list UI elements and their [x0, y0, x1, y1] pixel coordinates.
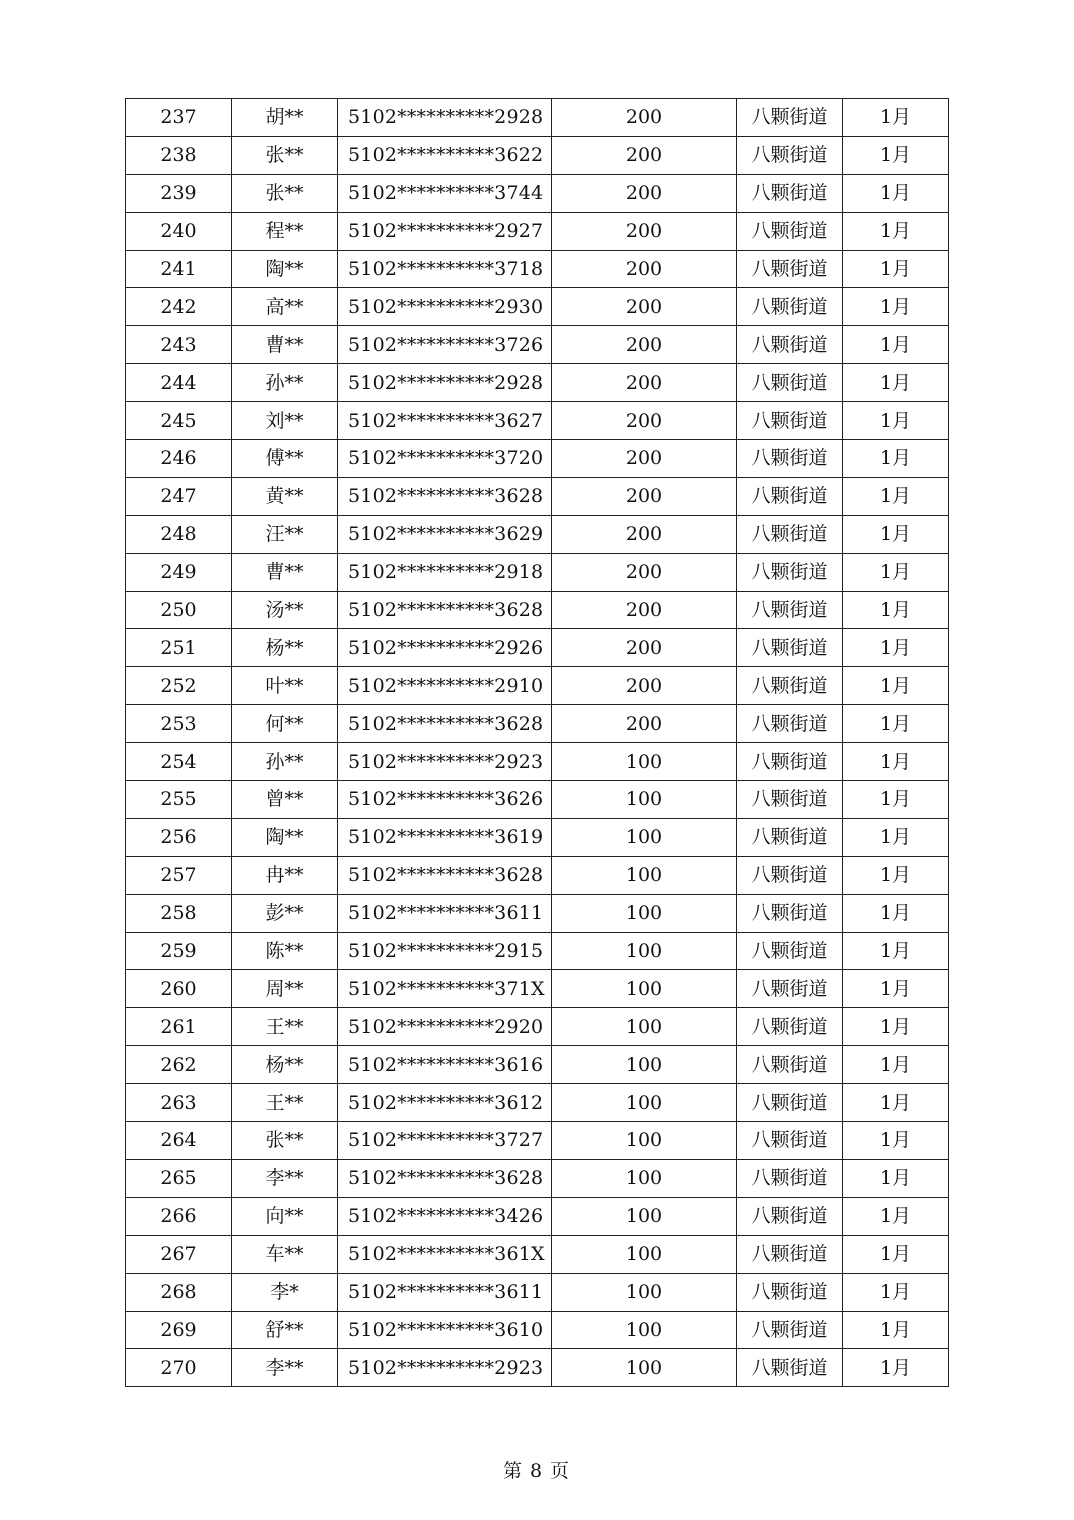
amount-cell: 200: [552, 174, 737, 212]
id-number-cell: 5102**********2923: [338, 743, 552, 781]
table-row: [126, 402, 949, 440]
month-cell: 1月: [843, 1197, 949, 1235]
month-cell: 1月: [843, 364, 949, 402]
id-number-cell: 5102**********3611: [338, 1273, 552, 1311]
name-cell: 王**: [232, 1008, 338, 1046]
roster-table-body: [126, 99, 949, 1387]
table-row: [126, 1122, 949, 1160]
table-row: [126, 1159, 949, 1197]
month-cell: 1月: [843, 667, 949, 705]
row-number-cell: 244: [126, 364, 232, 402]
street-cell: 八颗街道: [737, 174, 843, 212]
id-number-cell: 5102**********3628: [338, 705, 552, 743]
name-cell: 曹**: [232, 553, 338, 591]
name-cell: 舒**: [232, 1311, 338, 1349]
row-number-cell: 259: [126, 932, 232, 970]
month-cell: 1月: [843, 856, 949, 894]
table-row: [126, 743, 949, 781]
row-number-cell: 260: [126, 970, 232, 1008]
page-footer: [0, 1456, 1074, 1483]
amount-cell: 100: [552, 1273, 737, 1311]
amount-cell: 200: [552, 250, 737, 288]
street-cell: 八颗街道: [737, 288, 843, 326]
name-cell: 汤**: [232, 591, 338, 629]
amount-cell: 100: [552, 1046, 737, 1084]
name-cell: 胡**: [232, 99, 338, 137]
row-number-cell: 239: [126, 174, 232, 212]
row-number-cell: 265: [126, 1159, 232, 1197]
name-cell: 张**: [232, 136, 338, 174]
page-prefix: 第: [502, 1460, 524, 1482]
row-number-cell: 262: [126, 1046, 232, 1084]
street-cell: 八颗街道: [737, 402, 843, 440]
table-row: [126, 99, 949, 137]
row-number-cell: 237: [126, 99, 232, 137]
name-cell: 孙**: [232, 743, 338, 781]
table-row: [126, 174, 949, 212]
amount-cell: 100: [552, 1122, 737, 1160]
month-cell: 1月: [843, 553, 949, 591]
id-number-cell: 5102**********2930: [338, 288, 552, 326]
row-number-cell: 252: [126, 667, 232, 705]
amount-cell: 200: [552, 440, 737, 478]
month-cell: 1月: [843, 743, 949, 781]
table-row: [126, 364, 949, 402]
table-row: [126, 970, 949, 1008]
amount-cell: 100: [552, 1197, 737, 1235]
month-cell: 1月: [843, 174, 949, 212]
month-cell: 1月: [843, 212, 949, 250]
street-cell: 八颗街道: [737, 932, 843, 970]
roster-table-container: [125, 98, 948, 1387]
name-cell: 李**: [232, 1159, 338, 1197]
page-number: 8: [529, 1460, 545, 1482]
row-number-cell: 258: [126, 894, 232, 932]
table-row: [126, 1197, 949, 1235]
id-number-cell: 5102**********2928: [338, 99, 552, 137]
amount-cell: 100: [552, 856, 737, 894]
street-cell: 八颗街道: [737, 136, 843, 174]
amount-cell: 100: [552, 894, 737, 932]
street-cell: 八颗街道: [737, 1349, 843, 1387]
id-number-cell: 5102**********2915: [338, 932, 552, 970]
id-number-cell: 5102**********3628: [338, 477, 552, 515]
name-cell: 陶**: [232, 250, 338, 288]
row-number-cell: 241: [126, 250, 232, 288]
amount-cell: 200: [552, 591, 737, 629]
street-cell: 八颗街道: [737, 894, 843, 932]
month-cell: 1月: [843, 705, 949, 743]
street-cell: 八颗街道: [737, 781, 843, 819]
row-number-cell: 253: [126, 705, 232, 743]
row-number-cell: 250: [126, 591, 232, 629]
name-cell: 高**: [232, 288, 338, 326]
name-cell: 刘**: [232, 402, 338, 440]
amount-cell: 200: [552, 477, 737, 515]
row-number-cell: 268: [126, 1273, 232, 1311]
name-cell: 黄**: [232, 477, 338, 515]
row-number-cell: 255: [126, 781, 232, 819]
table-row: [126, 667, 949, 705]
row-number-cell: 261: [126, 1008, 232, 1046]
table-row: [126, 1235, 949, 1273]
row-number-cell: 245: [126, 402, 232, 440]
row-number-cell: 248: [126, 515, 232, 553]
name-cell: 李*: [232, 1273, 338, 1311]
month-cell: 1月: [843, 288, 949, 326]
month-cell: 1月: [843, 1159, 949, 1197]
row-number-cell: 246: [126, 440, 232, 478]
row-number-cell: 257: [126, 856, 232, 894]
row-number-cell: 242: [126, 288, 232, 326]
table-row: [126, 705, 949, 743]
month-cell: 1月: [843, 477, 949, 515]
table-row: [126, 250, 949, 288]
street-cell: 八颗街道: [737, 250, 843, 288]
month-cell: 1月: [843, 894, 949, 932]
table-row: [126, 1273, 949, 1311]
amount-cell: 200: [552, 364, 737, 402]
name-cell: 曾**: [232, 781, 338, 819]
table-row: [126, 440, 949, 478]
table-row: [126, 856, 949, 894]
id-number-cell: 5102**********3616: [338, 1046, 552, 1084]
amount-cell: 200: [552, 402, 737, 440]
row-number-cell: 247: [126, 477, 232, 515]
amount-cell: 200: [552, 629, 737, 667]
amount-cell: 200: [552, 212, 737, 250]
month-cell: 1月: [843, 1349, 949, 1387]
row-number-cell: 266: [126, 1197, 232, 1235]
id-number-cell: 5102**********3718: [338, 250, 552, 288]
amount-cell: 200: [552, 99, 737, 137]
id-number-cell: 5102**********3628: [338, 1159, 552, 1197]
name-cell: 冉**: [232, 856, 338, 894]
name-cell: 车**: [232, 1235, 338, 1273]
street-cell: 八颗街道: [737, 326, 843, 364]
amount-cell: 100: [552, 1159, 737, 1197]
table-row: [126, 477, 949, 515]
amount-cell: 200: [552, 705, 737, 743]
row-number-cell: 243: [126, 326, 232, 364]
street-cell: 八颗街道: [737, 515, 843, 553]
month-cell: 1月: [843, 402, 949, 440]
id-number-cell: 5102**********2910: [338, 667, 552, 705]
month-cell: 1月: [843, 629, 949, 667]
street-cell: 八颗街道: [737, 1008, 843, 1046]
row-number-cell: 254: [126, 743, 232, 781]
month-cell: 1月: [843, 440, 949, 478]
month-cell: 1月: [843, 250, 949, 288]
table-row: [126, 1349, 949, 1387]
table-row: [126, 288, 949, 326]
name-cell: 向**: [232, 1197, 338, 1235]
name-cell: 张**: [232, 1122, 338, 1160]
month-cell: 1月: [843, 970, 949, 1008]
id-number-cell: 5102**********3720: [338, 440, 552, 478]
row-number-cell: 256: [126, 818, 232, 856]
street-cell: 八颗街道: [737, 1311, 843, 1349]
street-cell: 八颗街道: [737, 364, 843, 402]
row-number-cell: 264: [126, 1122, 232, 1160]
amount-cell: 100: [552, 1084, 737, 1122]
table-row: [126, 591, 949, 629]
amount-cell: 200: [552, 667, 737, 705]
table-row: [126, 136, 949, 174]
name-cell: 杨**: [232, 629, 338, 667]
id-number-cell: 5102**********361X: [338, 1235, 552, 1273]
table-row: [126, 1046, 949, 1084]
month-cell: 1月: [843, 326, 949, 364]
table-row: [126, 1084, 949, 1122]
table-row: [126, 212, 949, 250]
month-cell: 1月: [843, 1122, 949, 1160]
id-number-cell: 5102**********2920: [338, 1008, 552, 1046]
name-cell: 叶**: [232, 667, 338, 705]
street-cell: 八颗街道: [737, 1197, 843, 1235]
id-number-cell: 5102**********3610: [338, 1311, 552, 1349]
id-number-cell: 5102**********3727: [338, 1122, 552, 1160]
id-number-cell: 5102**********2918: [338, 553, 552, 591]
month-cell: 1月: [843, 1235, 949, 1273]
amount-cell: 100: [552, 970, 737, 1008]
month-cell: 1月: [843, 515, 949, 553]
id-number-cell: 5102**********2926: [338, 629, 552, 667]
table-row: [126, 515, 949, 553]
row-number-cell: 270: [126, 1349, 232, 1387]
street-cell: 八颗街道: [737, 856, 843, 894]
id-number-cell: 5102**********371X: [338, 970, 552, 1008]
id-number-cell: 5102**********3426: [338, 1197, 552, 1235]
id-number-cell: 5102**********3744: [338, 174, 552, 212]
name-cell: 孙**: [232, 364, 338, 402]
street-cell: 八颗街道: [737, 970, 843, 1008]
name-cell: 王**: [232, 1084, 338, 1122]
table-row: [126, 894, 949, 932]
id-number-cell: 5102**********3611: [338, 894, 552, 932]
month-cell: 1月: [843, 1046, 949, 1084]
amount-cell: 100: [552, 1349, 737, 1387]
id-number-cell: 5102**********3619: [338, 818, 552, 856]
month-cell: 1月: [843, 1008, 949, 1046]
street-cell: 八颗街道: [737, 818, 843, 856]
table-row: [126, 932, 949, 970]
amount-cell: 200: [552, 515, 737, 553]
street-cell: 八颗街道: [737, 99, 843, 137]
street-cell: 八颗街道: [737, 667, 843, 705]
row-number-cell: 251: [126, 629, 232, 667]
id-number-cell: 5102**********3627: [338, 402, 552, 440]
amount-cell: 200: [552, 326, 737, 364]
name-cell: 杨**: [232, 1046, 338, 1084]
street-cell: 八颗街道: [737, 1235, 843, 1273]
amount-cell: 100: [552, 1311, 737, 1349]
name-cell: 曹**: [232, 326, 338, 364]
name-cell: 李**: [232, 1349, 338, 1387]
row-number-cell: 249: [126, 553, 232, 591]
table-row: [126, 326, 949, 364]
month-cell: 1月: [843, 781, 949, 819]
month-cell: 1月: [843, 591, 949, 629]
name-cell: 傅**: [232, 440, 338, 478]
row-number-cell: 267: [126, 1235, 232, 1273]
row-number-cell: 238: [126, 136, 232, 174]
month-cell: 1月: [843, 1273, 949, 1311]
amount-cell: 100: [552, 932, 737, 970]
id-number-cell: 5102**********3726: [338, 326, 552, 364]
amount-cell: 100: [552, 818, 737, 856]
amount-cell: 100: [552, 743, 737, 781]
id-number-cell: 5102**********2923: [338, 1349, 552, 1387]
street-cell: 八颗街道: [737, 1122, 843, 1160]
table-row: [126, 629, 949, 667]
street-cell: 八颗街道: [737, 1159, 843, 1197]
month-cell: 1月: [843, 99, 949, 137]
table-row: [126, 1008, 949, 1046]
id-number-cell: 5102**********3612: [338, 1084, 552, 1122]
name-cell: 程**: [232, 212, 338, 250]
month-cell: 1月: [843, 1311, 949, 1349]
street-cell: 八颗街道: [737, 440, 843, 478]
street-cell: 八颗街道: [737, 1046, 843, 1084]
name-cell: 陶**: [232, 818, 338, 856]
amount-cell: 100: [552, 1008, 737, 1046]
table-row: [126, 818, 949, 856]
table-row: [126, 553, 949, 591]
name-cell: 周**: [232, 970, 338, 1008]
street-cell: 八颗街道: [737, 212, 843, 250]
row-number-cell: 240: [126, 212, 232, 250]
amount-cell: 200: [552, 288, 737, 326]
street-cell: 八颗街道: [737, 705, 843, 743]
month-cell: 1月: [843, 1084, 949, 1122]
amount-cell: 200: [552, 553, 737, 591]
name-cell: 陈**: [232, 932, 338, 970]
street-cell: 八颗街道: [737, 477, 843, 515]
street-cell: 八颗街道: [737, 743, 843, 781]
id-number-cell: 5102**********3628: [338, 856, 552, 894]
amount-cell: 200: [552, 136, 737, 174]
table-row: [126, 1311, 949, 1349]
street-cell: 八颗街道: [737, 553, 843, 591]
month-cell: 1月: [843, 932, 949, 970]
name-cell: 彭**: [232, 894, 338, 932]
id-number-cell: 5102**********2927: [338, 212, 552, 250]
row-number-cell: 263: [126, 1084, 232, 1122]
table-row: [126, 781, 949, 819]
id-number-cell: 5102**********3629: [338, 515, 552, 553]
month-cell: 1月: [843, 818, 949, 856]
name-cell: 何**: [232, 705, 338, 743]
street-cell: 八颗街道: [737, 591, 843, 629]
roster-table: [125, 98, 949, 1387]
id-number-cell: 5102**********3628: [338, 591, 552, 629]
page-suffix: 页: [550, 1460, 572, 1482]
row-number-cell: 269: [126, 1311, 232, 1349]
name-cell: 张**: [232, 174, 338, 212]
id-number-cell: 5102**********3622: [338, 136, 552, 174]
id-number-cell: 5102**********2928: [338, 364, 552, 402]
amount-cell: 100: [552, 1235, 737, 1273]
street-cell: 八颗街道: [737, 1273, 843, 1311]
street-cell: 八颗街道: [737, 1084, 843, 1122]
amount-cell: 100: [552, 781, 737, 819]
month-cell: 1月: [843, 136, 949, 174]
id-number-cell: 5102**********3626: [338, 781, 552, 819]
name-cell: 汪**: [232, 515, 338, 553]
street-cell: 八颗街道: [737, 629, 843, 667]
